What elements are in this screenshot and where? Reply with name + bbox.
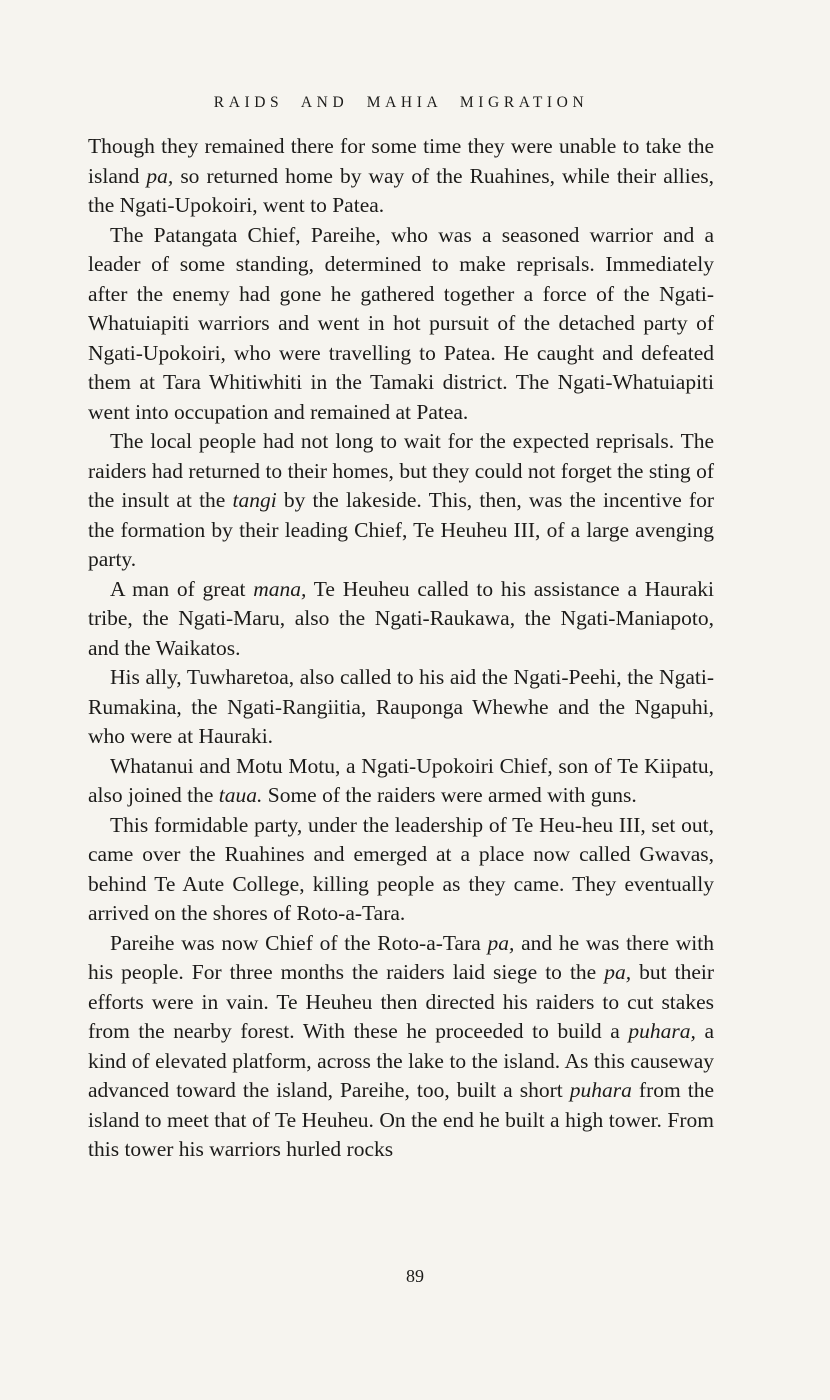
paragraph-3: The local people had not long to wait for the expected reprisals. The raiders had returned to their homes, but they could not forget the sting of the insult at the tangi by the lakeside. This, then, was the incentive for the formation by their leading Chief, Te Heuheu III, of a large avenging party. bbox=[88, 429, 714, 571]
paragraph-7: This formidable party, under the leadership of Te Heu-heu III, set out, came over the Ruahines and emerged at a place now called Gwavas, behind Te Aute College, killing people as they came. They eventually arrived on the shores of Roto-a-Tara. bbox=[88, 812, 714, 925]
paragraph-5: His ally, Tuwharetoa, also called to his aid the Ngati-Peehi, the Ngati-Rumakina, the Ngati-Rangiitia, Rauponga Whewhe and the Ngapuhi, who were at Hauraki. bbox=[88, 665, 714, 748]
paragraph-8: Pareihe was now Chief of the Roto-a-Tara pa, and he was there with his people. For three months the raiders laid siege to the pa, but their efforts were in vain. Te Heuheu then directed his raiders to cut stakes from the nearby forest. With these he proceeded to build a puhara, a kind of elevated platform, across the lake to the island. As this causeway advanced toward the island, Pareihe, too, built a short puhara from the island to meet that of Te Heuheu. On the end he built a high tower. From this tower his warriors hurled rocks bbox=[88, 930, 715, 1161]
paragraph-4: A man of great mana, Te Heuheu called to his assistance a Hauraki tribe, the Ngati-Maru, also the Ngati-Raukawa, the Ngati-Maniapoto, and the Waikatos. bbox=[88, 576, 714, 660]
paragraph-6: Whatanui and Motu Motu, a Ngati-Upokoiri Chief, son of Te Kiipatu, also joined the taua. Some of the raiders were armed with guns. bbox=[88, 753, 714, 807]
paragraph-2: The Patangata Chief, Pareihe, who was a seasoned warrior and a leader of some standing, determined to make reprisals. Immediately after the enemy had gone he gathered together a force of the Ngati-Whatuiapiti warriors and went in hot pursuit of the detached party of Ngati-Upokoiri, who were travelling to Patea. He caught and defeated them at Tara Whitiwhiti in the Tamaki district. The Ngati-Whatuiapiti went into occupation and remained at Patea. bbox=[88, 222, 714, 424]
paragraph-1: Though they remained there for some time they were unable to take the island pa, so returned home by way of the Ruahines, while their allies, the Ngati-Upokoiri, went to Patea. bbox=[88, 134, 715, 217]
page-number: 89 bbox=[406, 1266, 424, 1286]
running-head: RAIDS AND MAHIA MIGRATION bbox=[213, 94, 589, 111]
body-text bbox=[88, 132, 714, 1165]
